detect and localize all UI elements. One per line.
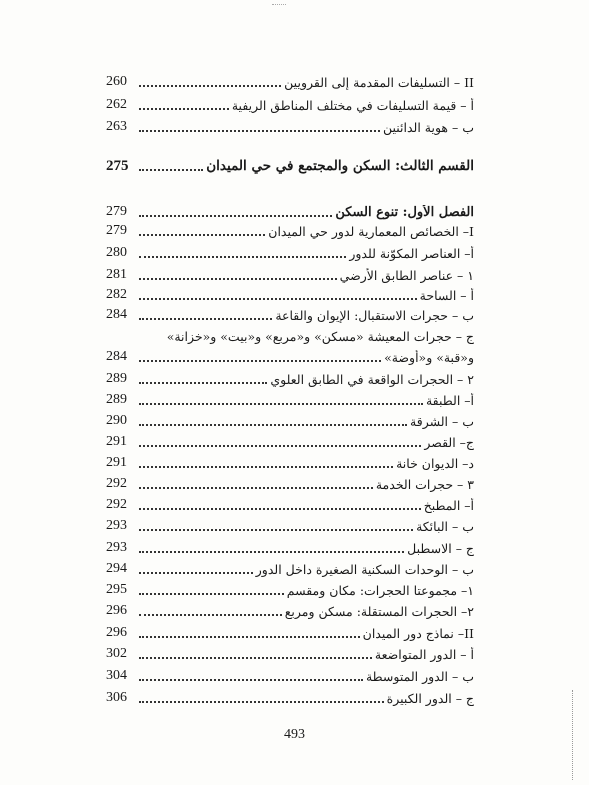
toc-entry — [106, 666, 474, 686]
dot-leader — [139, 507, 421, 510]
dot-leader — [139, 700, 384, 703]
toc-page-number: 289 — [106, 371, 127, 386]
toc-entry-title: أ – الساحة — [419, 287, 474, 303]
dot-leader — [139, 465, 393, 468]
toc-entry — [106, 285, 474, 305]
toc-entry-title: القسم الثالث: السكن والمجتمع في حي الميدان — [206, 158, 474, 174]
toc-entry — [106, 495, 474, 515]
toc-entry-title: أ– الطبقة — [425, 392, 474, 408]
toc-entry-title: ٣ – حجرات الخدمة — [375, 476, 474, 492]
toc-entry-title: ب – حجرات الاستقبال: الإيوان والقاعة — [275, 307, 474, 323]
toc-entry-title: ب – البائكة — [416, 518, 474, 534]
toc-entry — [106, 432, 474, 452]
toc-entry — [106, 538, 474, 558]
toc-entry-title: أ– العناصر المكوّنة للدور — [349, 245, 474, 261]
dot-leader — [139, 214, 332, 217]
dot-leader — [139, 277, 337, 280]
toc-entry — [106, 623, 474, 643]
toc-entry-title: ج – الاسطبل — [407, 540, 474, 556]
toc-entry — [106, 390, 474, 410]
dot-leader — [139, 359, 381, 362]
toc-page-number: 281 — [106, 267, 127, 282]
toc-page-number: 260 — [106, 74, 127, 89]
toc-entry-continued — [106, 326, 474, 346]
toc-entry — [106, 347, 474, 367]
toc-entry-title: ب – الشرقة — [410, 413, 474, 429]
toc-entry — [106, 72, 474, 92]
dot-leader — [139, 656, 372, 659]
toc-entry — [106, 411, 474, 431]
toc-entry — [106, 516, 474, 536]
toc-entry — [106, 601, 474, 621]
toc-page-number: 306 — [106, 690, 127, 705]
toc-page-number: 289 — [106, 392, 127, 407]
toc-page-number: 284 — [106, 349, 127, 364]
toc-page-number: 304 — [106, 668, 127, 683]
dot-leader — [139, 592, 284, 595]
dot-leader — [139, 678, 363, 681]
toc-entry-title: أ– المطبخ — [423, 497, 474, 513]
dot-leader — [139, 233, 265, 236]
dot-leader — [139, 168, 203, 171]
toc-page-number: 280 — [106, 245, 127, 260]
toc-page-number: 262 — [106, 97, 127, 112]
dot-leader — [139, 107, 229, 110]
toc-entry-title: ج – الدور الكبيرة — [386, 690, 474, 706]
toc-entry — [106, 580, 474, 600]
toc-page-number: 294 — [106, 561, 127, 576]
toc-entry — [106, 688, 474, 708]
toc-entry-title: أ – قيمة التسليفات في مختلف المناطق الريفية — [231, 97, 474, 113]
toc-page-number: 296 — [106, 625, 127, 640]
toc-page-number: 293 — [106, 518, 127, 533]
toc-page-number: 291 — [106, 455, 127, 470]
dot-leader — [139, 423, 407, 426]
toc-entry — [106, 644, 474, 664]
toc-section-heading — [106, 156, 474, 176]
toc-entry-title: د– الديوان خانة — [396, 455, 474, 471]
toc-entry-title: و«قبة» و«أوضة» — [384, 349, 474, 365]
toc-entry — [106, 117, 474, 137]
dot-leader — [139, 84, 281, 87]
toc-entry — [106, 453, 474, 473]
toc-entry-title: ٢– الحجرات المستقلة: مسكن ومربع — [284, 603, 474, 619]
toc-entry-title: II – التسليفات المقدمة إلى القرويين — [284, 74, 474, 90]
dot-leader — [139, 255, 346, 258]
toc-page-number: 282 — [106, 287, 127, 302]
toc-entry-title: II– نماذج دور الميدان — [362, 625, 474, 641]
toc-page-number: 296 — [106, 603, 127, 618]
toc-entry-title: ٢ – الحجرات الواقعة في الطابق العلوي — [270, 371, 474, 387]
dot-leader — [139, 486, 373, 489]
dot-leader — [139, 444, 421, 447]
toc-entry-title: أ – الدور المتواضعة — [374, 646, 474, 662]
toc-chapter-heading — [106, 202, 474, 222]
toc-entry-title: ١– مجموعتا الحجرات: مكان ومقسم — [286, 582, 474, 598]
dot-leader — [139, 571, 253, 574]
dot-leader — [139, 613, 282, 616]
toc-page-number: 279 — [106, 204, 127, 219]
toc-entry — [106, 95, 474, 115]
toc-entry-title: ١ – عناصر الطابق الأرضي — [339, 267, 474, 283]
toc-page-number: 302 — [106, 646, 127, 661]
toc-page-number: 292 — [106, 476, 127, 491]
toc-entry — [106, 265, 474, 285]
toc-entry — [106, 243, 474, 263]
dot-leader — [139, 528, 413, 531]
dot-leader — [139, 550, 404, 553]
toc-page-number: 263 — [106, 119, 127, 134]
toc-page-number: 291 — [106, 434, 127, 449]
toc-entry — [106, 369, 474, 389]
page-number: 493 — [284, 727, 305, 742]
toc-entry-title: ب – الدور المتوسطة — [365, 668, 474, 684]
dot-leader — [139, 402, 423, 405]
toc-entry-title: ب – الوحدات السكنية الصغيرة داخل الدور — [255, 561, 474, 577]
dot-leader — [139, 381, 267, 384]
toc-page-number: 284 — [106, 307, 127, 322]
dot-leader — [139, 297, 417, 300]
toc-entry-title: ج– القصر — [424, 434, 474, 450]
toc-entry — [106, 221, 474, 241]
toc-entry-title: I– الخصائص المعمارية لدور حي الميدان — [268, 223, 474, 239]
toc-entry-title: الفصل الأول: تنوع السكن — [335, 204, 474, 220]
toc-entry — [106, 305, 474, 325]
toc-entry — [106, 559, 474, 579]
toc-page-number: 293 — [106, 540, 127, 555]
dot-leader — [139, 317, 272, 320]
toc-entry-title: ب – هوية الدائنين — [382, 119, 474, 135]
top-scan-mark — [272, 4, 286, 6]
margin-scan-mark — [572, 690, 574, 780]
dot-leader — [139, 635, 360, 638]
toc-entry — [106, 474, 474, 494]
dot-leader — [139, 129, 380, 132]
toc-entry-title: ج – حجرات المعيشة «مسكن» و«مربع» و«بيت» و«خزانة» — [166, 328, 474, 344]
toc-page-number: 292 — [106, 497, 127, 512]
toc-page-number: 295 — [106, 582, 127, 597]
toc-page-number: 279 — [106, 223, 127, 238]
toc-page-number: 290 — [106, 413, 127, 428]
toc-page-number: 275 — [106, 157, 129, 174]
